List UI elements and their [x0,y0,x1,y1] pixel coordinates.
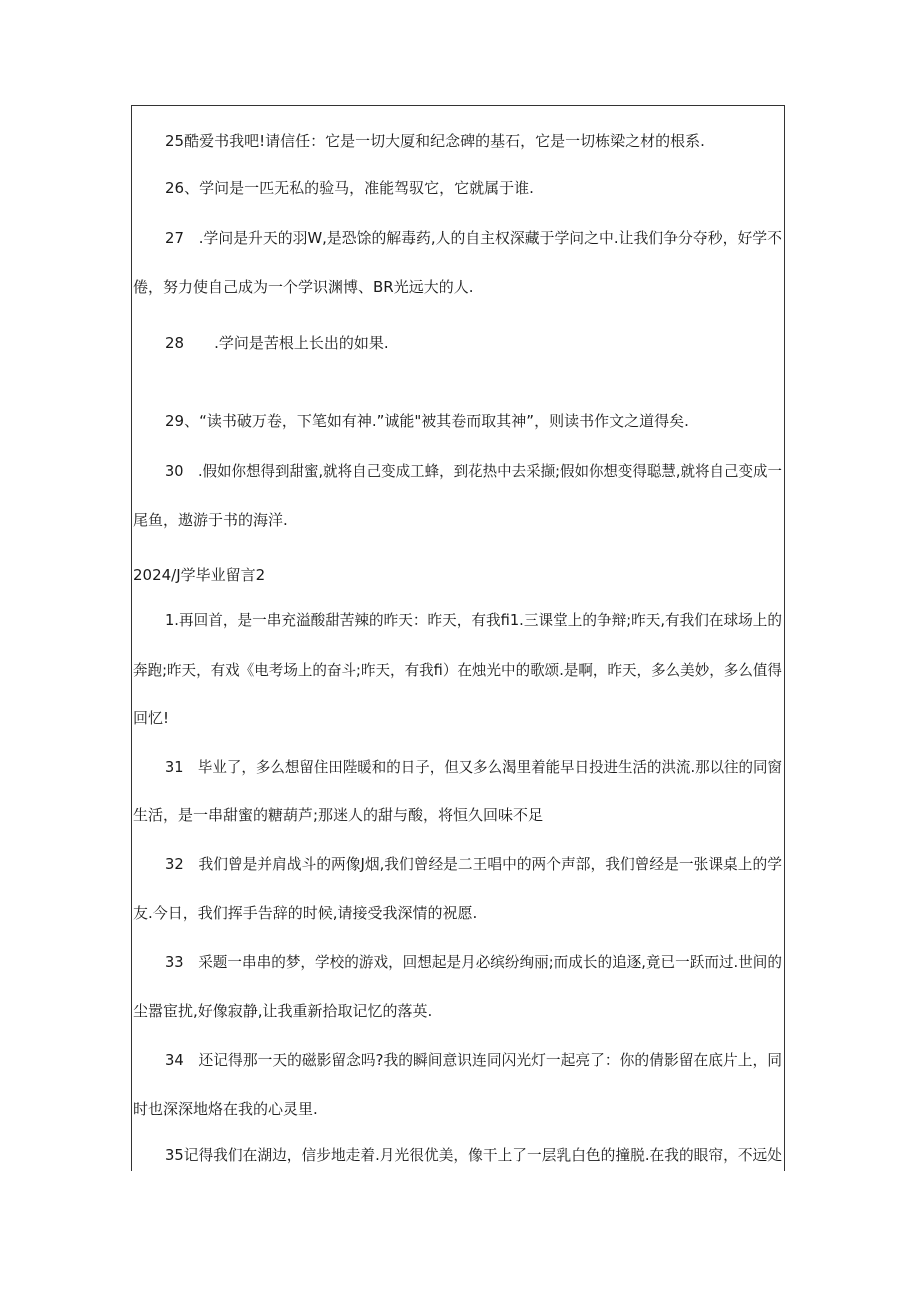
text-line-27b: 倦，努力使自己成为一个学识渊博、BR光远大的人. [133,278,474,296]
text-line-35: 35记得我们在湖边，信步地走着.月光很优美，像干上了一层乳白色的撞脱.在我的眼帘，不远处 [165,1146,783,1164]
text-line-33a: 33 采题一串串的梦，学校的游戏，回想起是月必缤纷绚丽;而成长的追逐,竟已一跃而过.世间的 [165,953,783,971]
text-line-30b: 尾鱼，遨游于书的海洋. [133,511,288,529]
text-line-33b: 尘嚣宦扰,好像寂静,让我重新拾取记忆的落英. [133,1002,433,1020]
text-line-30a: 30 .假如你想得到甜蜜,就将自己变成工蜂，到花热中去采撷;假如你想变得聪慧,就将自己变成一 [165,462,783,480]
text-line-32a: 32 我们曾是并肩战斗的两像J烟,我们曾经是二王唱中的两个声部，我们曾经是一张课桌上的学 [165,855,782,873]
text-line-1b: 奔跑;昨天，有戏《电考场上的奋斗;昨天，有我fi）在烛光中的歌颂.是啊，昨天，多么美妙，多么值得 [133,661,782,679]
text-line-31b: 生活，是一串甜蜜的糖葫芦;那迷人的甜与酸，将恒久回味不足 [133,806,544,824]
text-line-25: 25酷爱书我吧!请信任：它是一切大厦和纪念碑的基石，它是一切栋梁之材的根系. [165,132,705,150]
text-line-34b: 时也深深地烙在我的心灵里. [133,1100,318,1118]
text-line-31a: 31 毕业了，多么想留住田陛暖和的日子，但又多么渴里着能早日投进生活的洪流.那以往的同窗 [165,758,783,776]
text-line-28: 28 .学问是苦根上长出的如果. [165,334,389,352]
text-line-1a: 1.再回首，是一串充溢酸甜苦辣的昨天：昨天，有我fi1.三课堂上的争辩;昨天,有我们在球场上的 [165,611,783,629]
text-line-32b: 友.今日，我们挥手告辞的时候,请接受我深情的祝愿. [133,904,478,922]
text-line-1c: 回忆! [133,709,170,727]
text-line-29: 29、“读书破万卷，下笔如有神.”诚能"被其卷而取其神”，则读书作文之道得矣. [165,412,689,430]
text-line-34a: 34 还记得那一天的磁影留念吗?我的瞬间意识连同闪光灯一起亮了：你的倩影留在底片上，同 [165,1051,783,1069]
section-heading: 2024/J学毕业留言2 [133,566,266,584]
text-line-26: 26、学问是一匹无私的验马，准能驾驭它，它就属于谁. [165,179,534,197]
text-line-27a: 27 .学问是升天的羽W,是恐馀的解毒药,人的自主权深藏于学问之中.让我们争分夺秒，好学不 [165,229,783,247]
